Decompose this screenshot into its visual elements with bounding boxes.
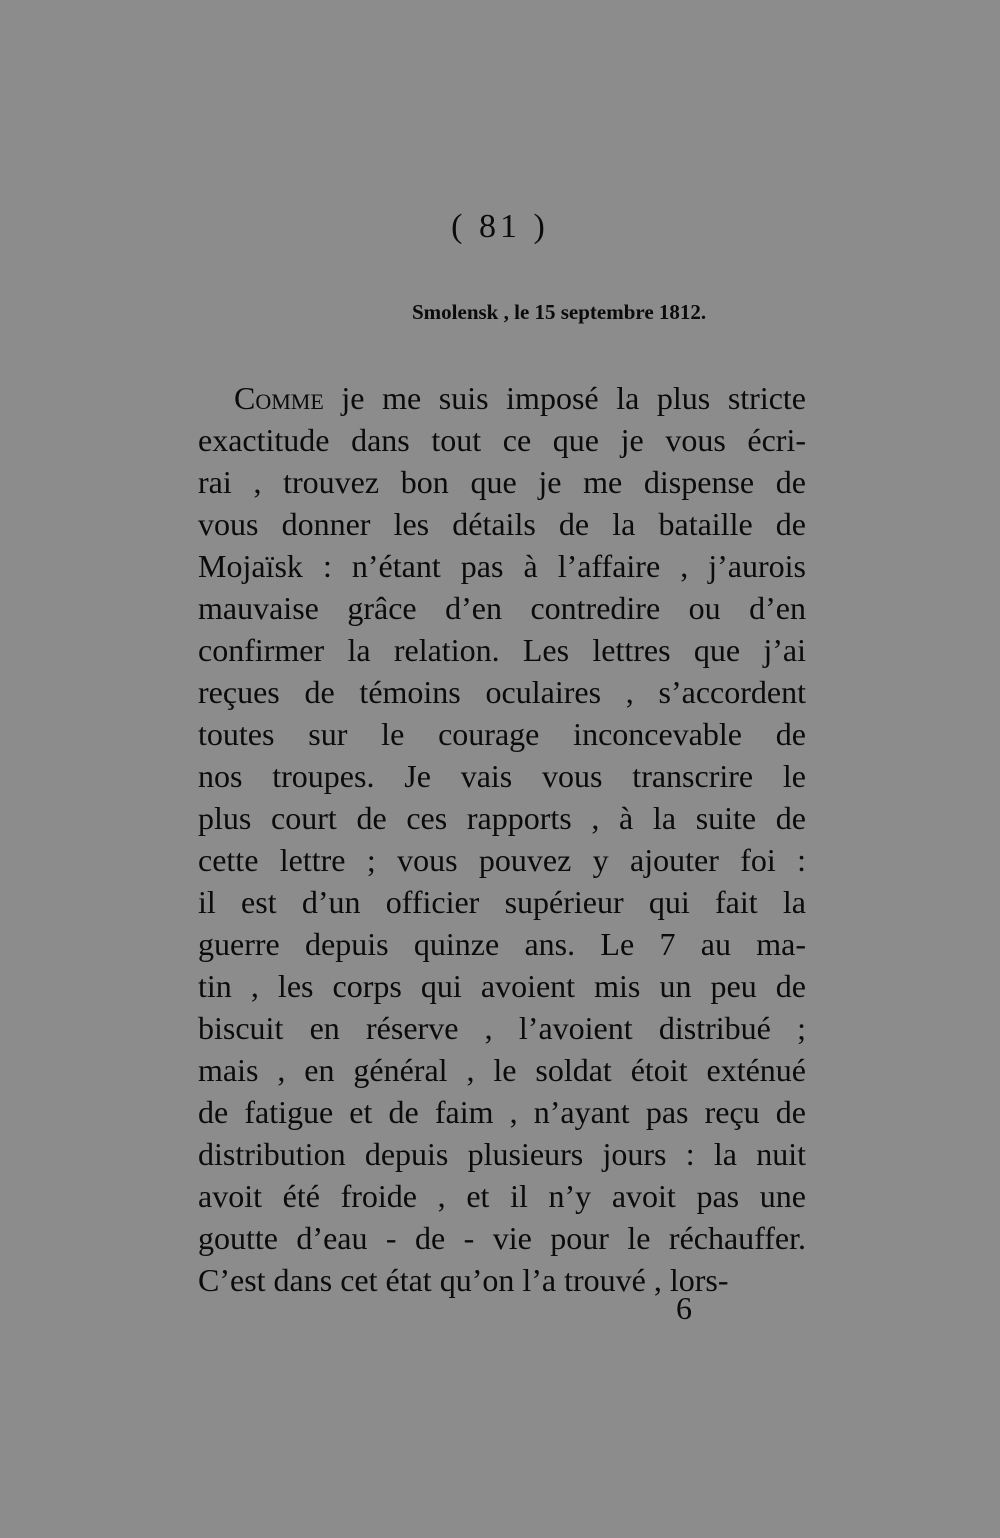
page-number: ( 81 ) [451, 208, 549, 245]
text-line: reçues de témoins oculaires , s’accordent [198, 674, 806, 710]
text-line: confirmer la relation. Les lettres que j’ai [198, 632, 806, 668]
text-line [198, 377, 806, 419]
text-line: C’est dans cet état qu’on l’a trouvé , lors- [198, 1262, 729, 1298]
text-line: distribution depuis plusieurs jours : la nuit [198, 1136, 806, 1172]
text-line: avoit été froide , et il n’y avoit pas une [198, 1178, 806, 1214]
text-line-content: je me suis imposé la plus stricte [323, 380, 806, 416]
text-line: biscuit en réserve , l’avoient distribué ; [198, 1010, 806, 1046]
text-line: Mojaïsk : n’étant pas à l’affaire , j’aurois [198, 548, 806, 584]
text-line: vous donner les détails de la bataille de [198, 506, 806, 542]
text-line: goutte d’eau - de - vie pour le réchauffer. [198, 1220, 806, 1256]
text-line: toutes sur le courage inconcevable de [198, 716, 806, 752]
text-line: nos troupes. Je vais vous transcrire le [198, 758, 806, 794]
body-text [198, 377, 806, 1301]
text-line: rai , trouvez bon que je me dispense de [198, 464, 806, 500]
signature-mark: 6 [676, 1290, 692, 1326]
lead-word: Comme [234, 380, 324, 416]
text-line: il est d’un officier supérieur qui fait la [198, 884, 806, 920]
text-line: exactitude dans tout ce que je vous écri- [198, 422, 806, 458]
text-line: mauvaise grâce d’en contredire ou d’en [198, 590, 806, 626]
text-line: plus court de ces rapports , à la suite de [198, 800, 806, 836]
dateline: Smolensk , le 15 septembre 1812. [412, 300, 707, 324]
text-line: cette lettre ; vous pouvez y ajouter foi : [198, 842, 806, 878]
text-line: de fatigue et de faim , n’ayant pas reçu de [198, 1094, 806, 1130]
text-line: guerre depuis quinze ans. Le 7 au ma- [198, 926, 806, 962]
text-line: mais , en général , le soldat étoit exténué [198, 1052, 806, 1088]
text-line: tin , les corps qui avoient mis un peu de [198, 968, 806, 1004]
